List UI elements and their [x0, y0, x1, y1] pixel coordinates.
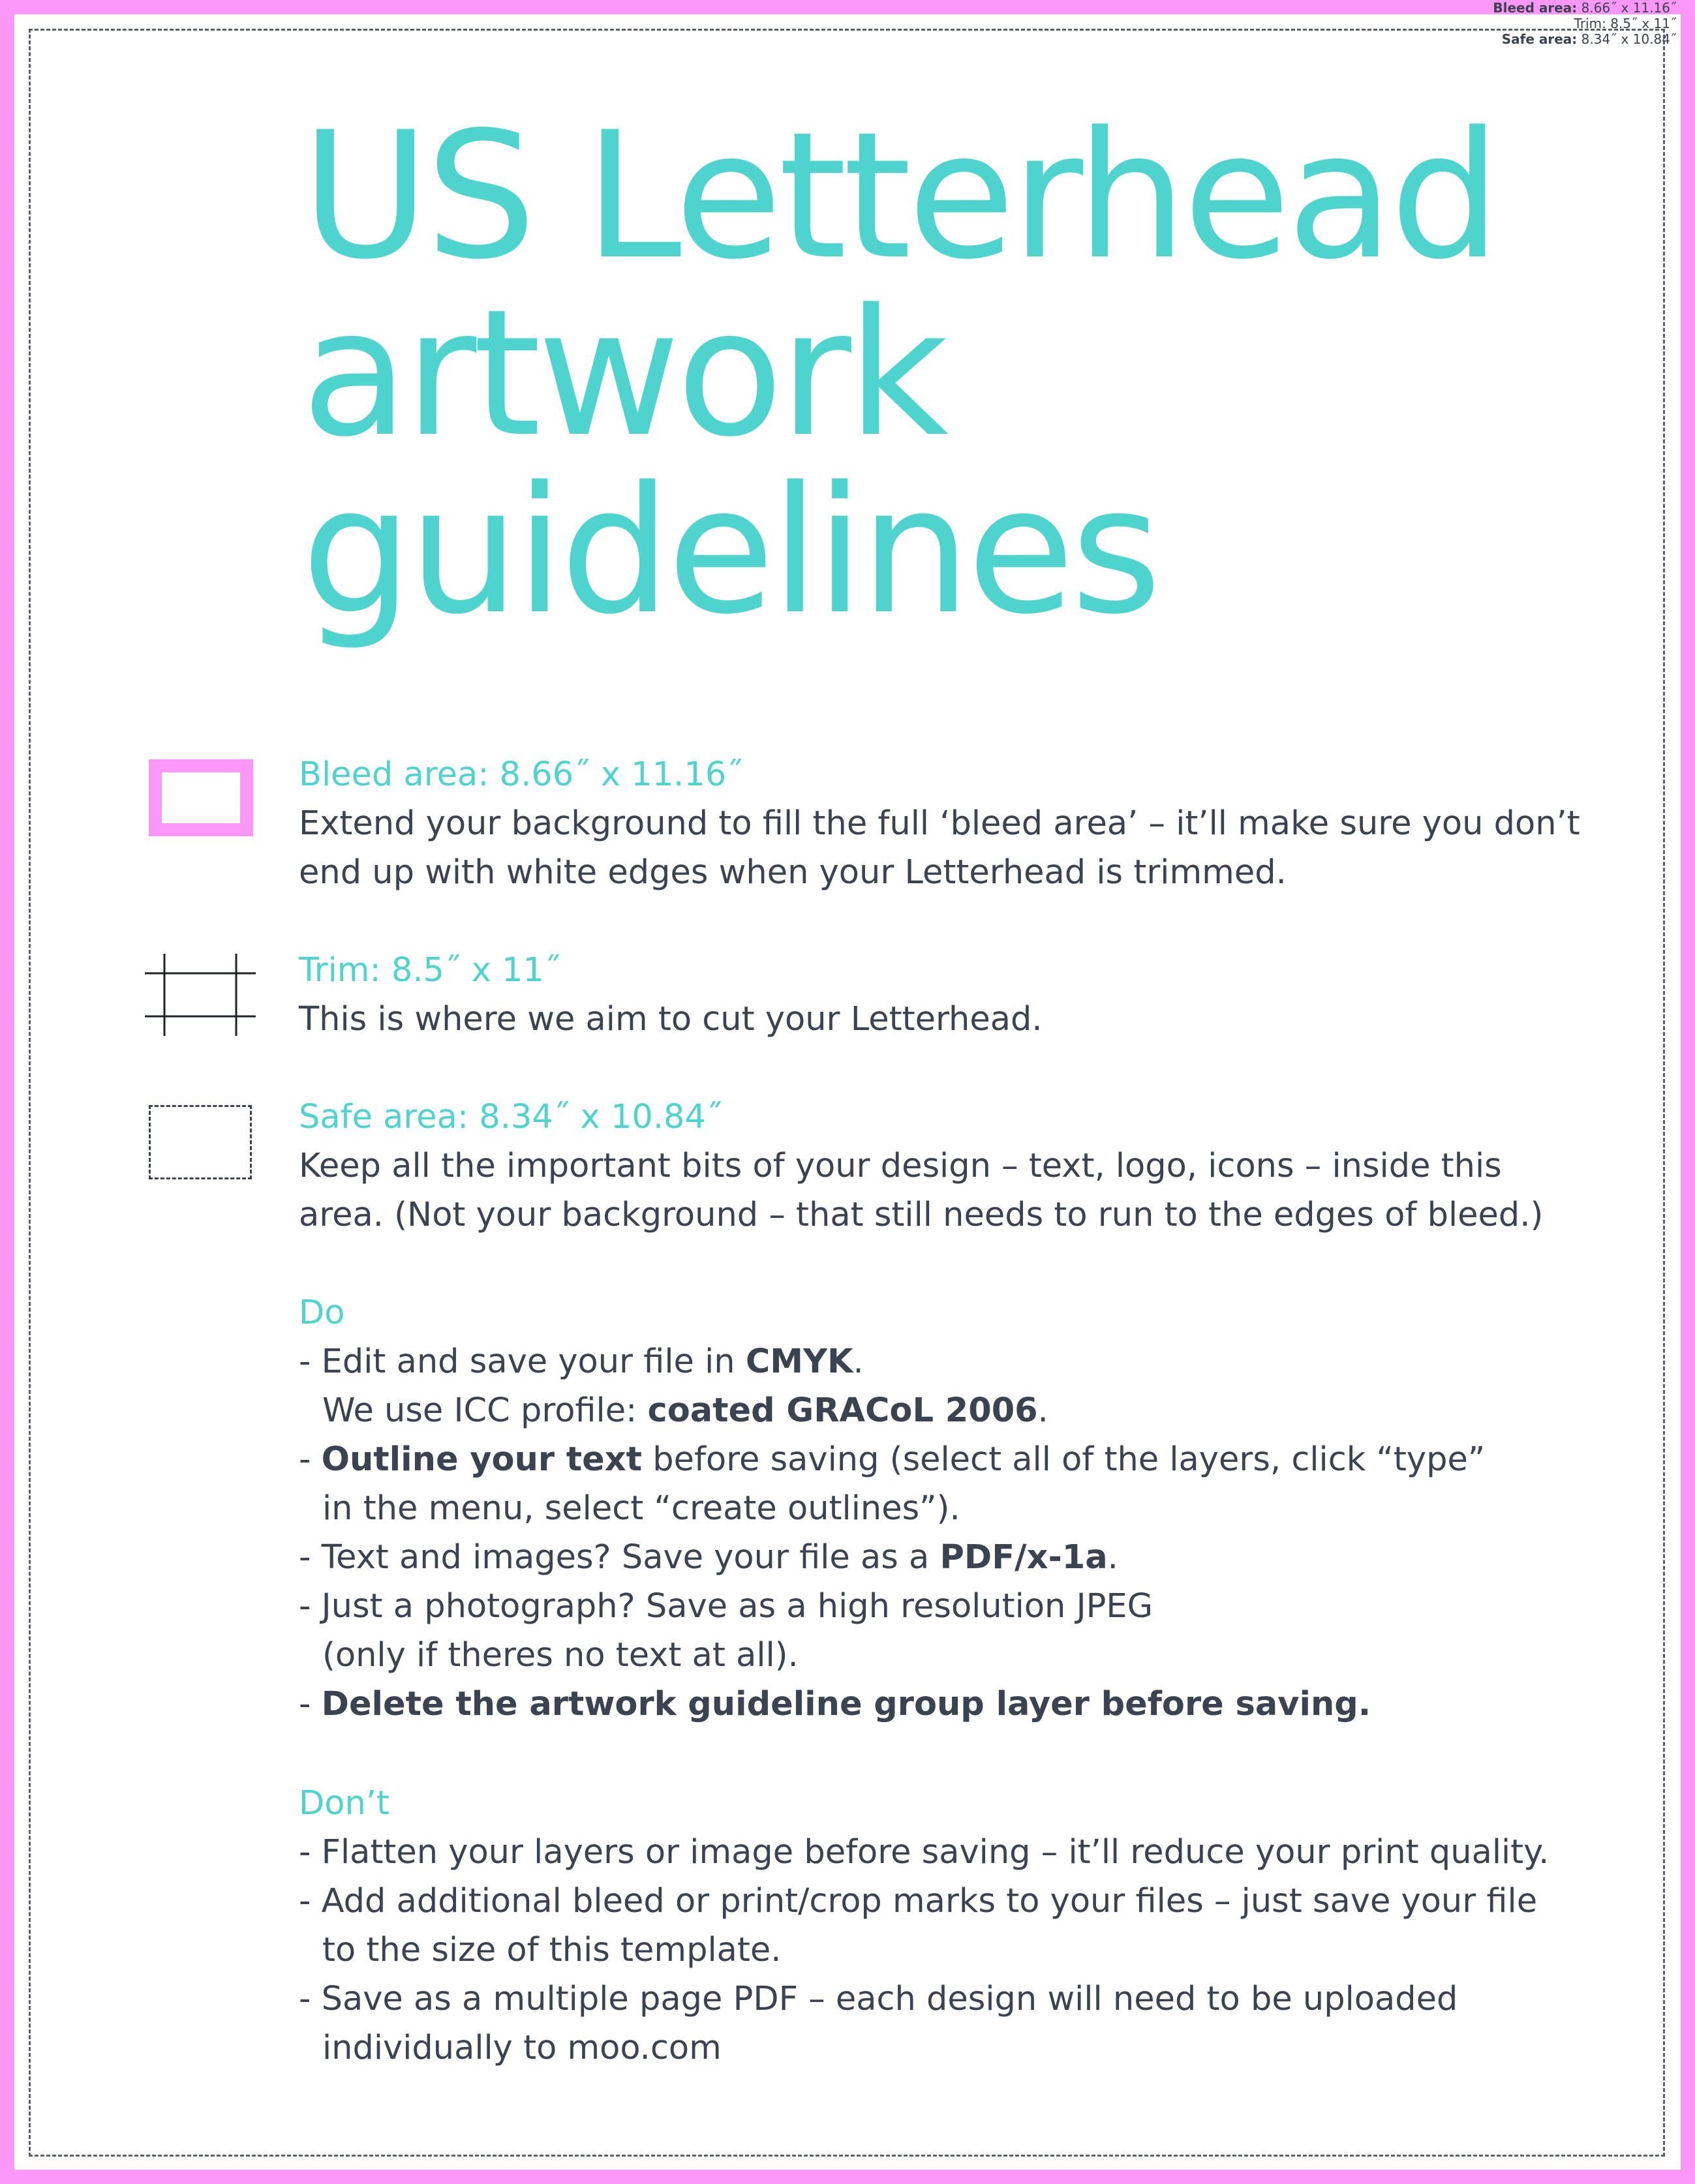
dont-item-multipage: - Save as a multiple page PDF – each design will need to be uploaded: [299, 1980, 1458, 2018]
safe-area-text-line: Keep all the important bits of your design – text, logo, icons – inside this: [299, 1147, 1502, 1185]
do-item-bold: Outline your text: [321, 1440, 643, 1479]
bleed-border-right: [1681, 0, 1695, 2184]
safe-area-dashed-icon: [149, 1105, 252, 1179]
trim-marks-icon: [145, 954, 256, 1036]
dont-item-flatten: - Flatten your layers or image before saving – it’ll reduce your print quality.: [299, 1833, 1550, 1872]
corner-safe-value: 8.34˝ x 10.84˝: [1581, 31, 1677, 47]
bleed-border-left: [0, 0, 14, 2184]
do-item-text: .: [853, 1342, 864, 1381]
do-item-outline-text-cont: in the menu, select “create outlines”).: [322, 1489, 960, 1528]
dont-section: [299, 1779, 1549, 2072]
do-item-icc-profile: [299, 1386, 1485, 1435]
bleed-area-swatch-icon: [149, 759, 253, 836]
bleed-area-text-line: end up with white edges when your Letterhead is trimmed.: [299, 853, 1287, 892]
do-item-bold: coated GRACoL 2006: [647, 1391, 1038, 1430]
do-item-cmyk: [299, 1337, 1485, 1386]
trim-heading: Trim: 8.5˝ x 11˝: [299, 951, 561, 990]
do-item-text: - Edit and save your file in: [299, 1342, 746, 1381]
do-item-jpeg: - Just a photograph? Save as a high resolution JPEG: [299, 1587, 1153, 1626]
do-heading: Do: [299, 1294, 345, 1332]
do-item-delete-guidelines: [299, 1680, 1485, 1729]
do-item-bold: CMYK: [745, 1342, 853, 1381]
corner-bleed-label: Bleed area:: [1493, 0, 1578, 16]
do-item-text: -: [299, 1685, 322, 1723]
do-item-pdf: [299, 1533, 1485, 1582]
do-item-outline-text: [299, 1435, 1485, 1484]
safe-area-text-line: area. (Not your background – that still needs to run to the edges of bleed.): [299, 1196, 1544, 1234]
page-title: [301, 95, 1497, 653]
corner-safe-label: Safe area:: [1501, 31, 1578, 47]
safe-area-heading: Safe area: 8.34˝ x 10.84˝: [299, 1098, 723, 1136]
corner-bleed-value: 8.66˝ x 11.16˝: [1581, 0, 1677, 16]
corner-safe-spec: [1493, 31, 1677, 47]
bleed-area-section: [299, 750, 1580, 897]
do-item-text: before saving (select all of the layers, click “type”: [642, 1440, 1486, 1479]
do-item-text: We use ICC profile:: [322, 1391, 648, 1430]
dont-item-bleed-marks: - Add additional bleed or print/crop marks to your files – just save your file: [299, 1882, 1538, 1920]
bleed-area-heading: Bleed area: 8.66˝ x 11.16˝: [299, 755, 743, 794]
title-line-2: artwork: [301, 272, 945, 476]
do-item-bold: Delete the artwork guideline group layer before saving.: [321, 1685, 1371, 1723]
title-line-3: guidelines: [301, 449, 1158, 653]
do-item-text: - Text and images? Save your file as a: [299, 1538, 940, 1577]
do-item-bold: PDF/x-1a: [939, 1538, 1108, 1577]
do-item-text: -: [299, 1440, 322, 1479]
bleed-border-top: [0, 0, 1695, 14]
bleed-border-bottom: [0, 2170, 1695, 2184]
corner-trim-value: 8.5˝ x 11˝: [1610, 16, 1677, 31]
corner-spec-labels: [1493, 0, 1677, 47]
dont-item-multipage-cont: individually to moo.com: [322, 2029, 722, 2067]
do-item-text: .: [1107, 1538, 1118, 1577]
trim-text-line: This is where we aim to cut your Letterhead.: [299, 1000, 1043, 1039]
do-section: [299, 1288, 1485, 1729]
corner-trim-label: Trim:: [1574, 16, 1606, 31]
corner-bleed-spec: [1493, 0, 1677, 16]
corner-trim-spec: [1493, 16, 1677, 31]
do-item-text: .: [1037, 1391, 1048, 1430]
dont-item-bleed-marks-cont: to the size of this template.: [322, 1931, 782, 1969]
bleed-area-text-line: Extend your background to fill the full ‘bleed area’ – it’ll make sure you don’t: [299, 804, 1580, 843]
trim-section: [299, 946, 1043, 1044]
do-item-jpeg-cont: (only if theres no text at all).: [322, 1636, 799, 1675]
title-line-1: US Letterhead: [301, 95, 1497, 298]
safe-area-section: [299, 1093, 1543, 1239]
dont-heading: Don’t: [299, 1784, 390, 1823]
